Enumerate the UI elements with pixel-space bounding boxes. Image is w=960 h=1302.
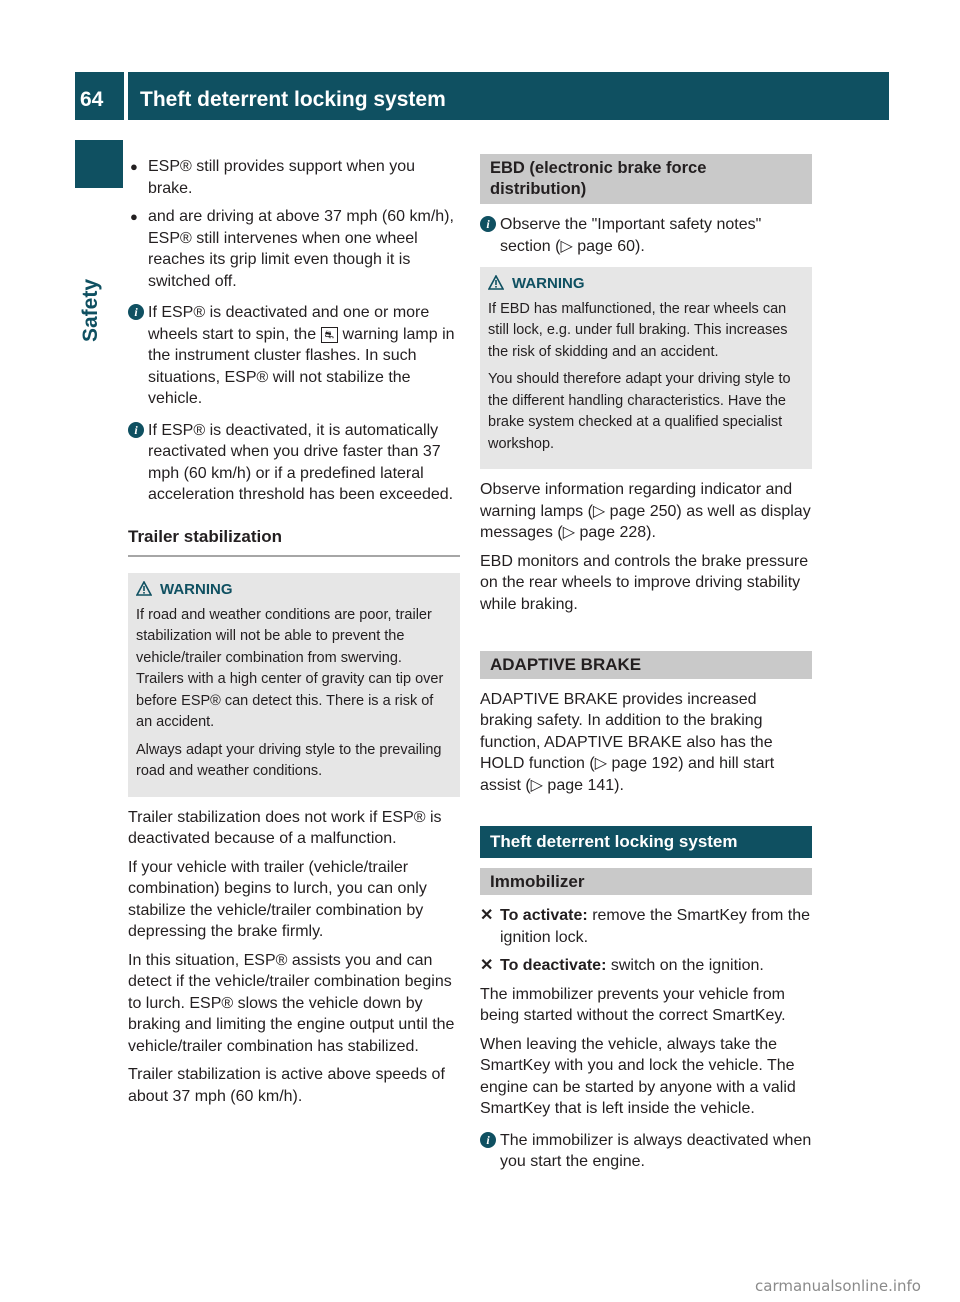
ebd-heading: EBD (electronic brake force distribution)	[480, 154, 812, 204]
warning-box: WARNING If road and weather conditions are poor, trailer stabilization will not be able to prevent the vehicle/trailer combination from swerving. Trailers with a high center of gravity can tip over before ESP® can detect this. There is a risk of an accident. Always adapt your driving style to the prevailing road and weather conditions.	[128, 573, 460, 797]
instruction-step: ✕ To activate: remove the SmartKey from the ignition lock.	[480, 907, 811, 946]
subheading: Trailer stabilization	[128, 526, 460, 558]
info-icon: i	[128, 422, 144, 438]
info-icon: i	[128, 304, 144, 320]
warning-box: WARNING If EBD has malfunctioned, the rear wheels can still lock, e.g. under full braking. This increases the risk of skidding and an accident. You should therefore adapt your driving style to the different handling characteristics. Have the brake system checked at a qualified specialist workshop.	[480, 267, 812, 469]
warning-title: WARNING	[136, 579, 452, 601]
info-note: i Observe the "Important safety notes" section (▷ page 60).	[480, 214, 812, 257]
info-note: i If ESP® is deactivated, it is automatically reactivated when you drive faster than 37 mph (60 km/h) or if a predefined lateral acceleration threshold has been exceeded.	[128, 420, 460, 506]
watermark: carmanualsonline.info	[755, 1277, 921, 1295]
section-heading: Theft deterrent locking system	[480, 826, 812, 858]
info-note: i If ESP® is deactivated and one or more wheels start to spin, the ⛐ warning lamp in the instrument cluster flashes. In such situations, ESP® will not stabilize the vehicle.	[128, 302, 460, 410]
bullet-icon: ●	[130, 209, 138, 224]
info-icon: i	[480, 216, 496, 232]
instruction-step: ✕ To deactivate: switch on the ignition.	[480, 955, 812, 977]
page-number: 64	[80, 88, 104, 111]
section-label: Safety	[79, 278, 102, 342]
info-note: i The immobilizer is always deactivated when you start the engine.	[480, 1130, 812, 1173]
warning-triangle-icon	[136, 581, 152, 597]
warning-triangle-icon	[488, 275, 504, 291]
warning-title: WARNING	[488, 273, 804, 295]
step-arrow-icon: ✕	[480, 907, 494, 924]
header-divider	[124, 72, 128, 120]
right-column: EBD (electronic brake force distribution) i Observe the "Important safety notes" section (▷ page 60). WARNING If EBD has malfunctioned, the rear wheels can still lock, e.g. under full braking. This increases the risk of skidding and an accident. You should therefore adapt your driving style to the different handling characteristics. Have the brake system checked at a qualified specialist workshop. Observe information regarding indicator and warning lamps (▷ page 250) as well as display messages (▷ page 228). EBD monitors and controls the brake pressure on the rear wheels to improve driving stability while braking. ADAPTIVE BRAKE ADAPTIVE BRAKE provides increased braking safety. In addition to the braking function, ADAPTIVE BRAKE also has the HOLD function (▷ page 192) and hill start assist (▷ page 141). Theft deterrent locking system Immobilizer ✕ To activate: remove the SmartKey from the ignition lock. ✕ To deactivate: switch on the ignition. The immobilizer prevents your vehicle from being started without the correct SmartKey. When leaving the vehicle, always take the SmartKey with you and lock the vehicle. The engine can be started by anyone with a valid SmartKey that is left inside the vehicle. i The immobilizer is always deactivated when you start the engine.	[480, 154, 812, 1180]
left-column: ● ESP® still provides support when you brake. ● and are driving at above 37 mph (60 km/h), ESP® still intervenes when one wheel reaches its grip limit even though it is switched off. i If ESP® is deactivated and one or more wheels start to spin, the ⛐ warning lamp in the instrument cluster flashes. In such situations, ESP® will not stabilize the vehicle. i If ESP® is deactivated, it is automatically reactivated when you drive faster than 37 mph (60 km/h) or if a predefined lateral acceleration threshold has been exceeded. Trailer stabilization WARNING If road and weather conditions are poor, trailer stabilization will not be able to prevent the vehicle/trailer combination from swerving. Trailers with a high center of gravity can tip over before ESP® can detect this. There is a risk of an accident. Always adapt your driving style to the prevailing road and weather conditions. Trailer stabilization does not work if ESP® is deactivated because of a malfunction. If your vehicle with trailer (vehicle/trailer combination) begins to lurch, you can only stabilize the vehicle/trailer combination by depressing the brake firmly. In this situation, ESP® assists you and can detect if the vehicle/trailer combination begins to lurch. ESP® slows the vehicle down by braking and limiting the engine output until the vehicle/trailer combination has stabilized. Trailer stabilization is active above speeds of about 37 mph (60 km/h).	[128, 156, 460, 1114]
bullet-icon: ●	[130, 159, 138, 174]
info-icon: i	[480, 1132, 496, 1148]
page-title: Theft deterrent locking system	[140, 88, 446, 111]
skid-warning-icon: ⛐	[321, 327, 339, 343]
adaptive-brake-heading: ADAPTIVE BRAKE	[480, 651, 812, 679]
list-item: ● ESP® still provides support when you brake.	[130, 158, 416, 197]
immobilizer-heading: Immobilizer	[480, 868, 812, 896]
section-tab	[75, 140, 123, 188]
step-arrow-icon: ✕	[480, 957, 494, 974]
list-item: ● and are driving at above 37 mph (60 km/h), ESP® still intervenes when one wheel reaches its grip limit even though it is switched off.	[130, 208, 454, 290]
